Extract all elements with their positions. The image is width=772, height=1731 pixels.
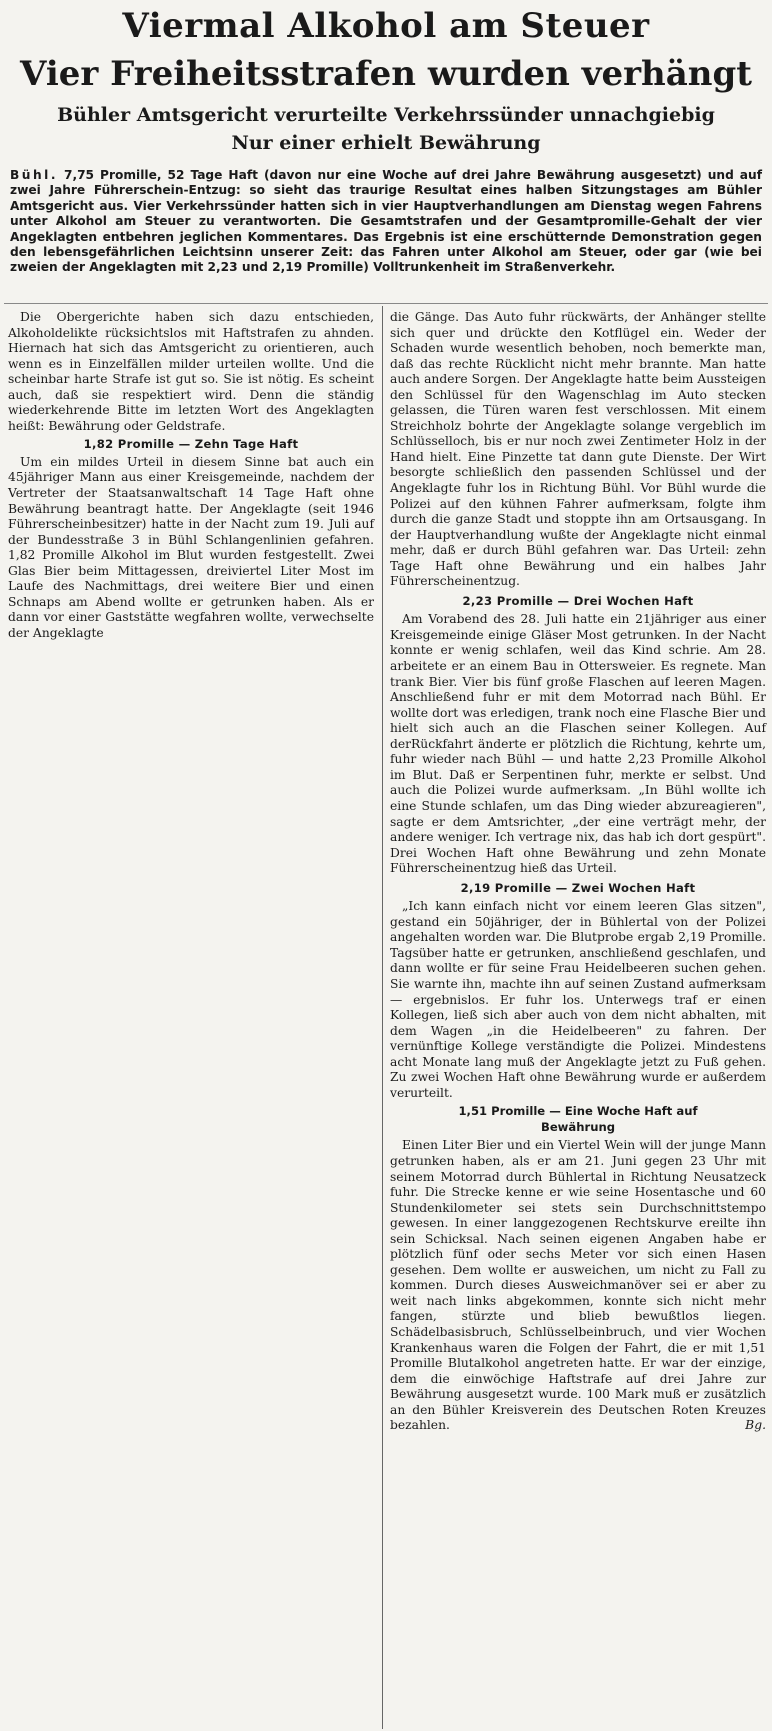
section-4-text: Einen Liter Bier und ein Viertel Wein will der junge Mann getrunken haben, als er am 21. Juni gegen 23 Uhr mit seinem Motorrad durch Bühlertal in Richtung Neusatzeck fuhr. Die Strecke kenne er wie seine Hosentasche und 60 Stundenkilometer sei stets sein Durchschnittstempo gewesen. In einer langgezogenen Rechtskurve ereilte ihn sein Schicksal. Nach seinen eigenen Angaben habe er plötzlich fünf oder sechs Meter vor sich einen Hasen gesehen. Dem wollte er ausweichen, um nicht zu Fall zu kommen. Durch dieses Ausweichmanöver sei er aber zu weit nach links abgekommen, konnte sich nicht mehr fangen, stürzte und blieb bewußtlos liegen. Schädelbasisbruch, Schlüsselbeinbruch, und vier Wochen Krankenhaus waren die Folgen der Fahrt, die er mit 1,51 Promille Blutalkohol angetreten hatte. Er war der einzige, dem die einwöchige Haftstrafe auf drei Jahre zur Bewährung ausgesetzt wurde. 100 Mark muß er zusätzlich an den Bühler Kreisverein des Deutschen Roten Kreuzes bezahlen.: [390, 1138, 766, 1433]
lead-text: 7,75 Promille, 52 Tage Haft (davon nur eine Woche auf drei Jahre Bewährung ausgesetzt) und auf zwei Jahre Führerschein-Entzug: so sieht das traurige Resultat eines halben Sitzungstages am Bühler Amtsgericht aus. Vier Verkehrssünder hatten sich in vier Hauptverhandlungen am Dienstag wegen Fahrens unter Alkohol am Steuer zu verantworten. Die Gesamtstrafen und der Gesamtpromille-Gehalt der vier Angeklagten entbehren jeglichen Kommentares. Das Ergebnis ist eine erschütternde Demonstration gegen den lebensgefährlichen Leichtsinn unserer Zeit: das Fahren unter Alkohol am Steuer, oder gar (wie bei zweien der Angeklagten mit 2,23 und 2,19 Promille) Volltrunkenheit im Straßenverkehr.: [10, 168, 762, 275]
headline-line-1: Viermal Alkohol am Steuer: [122, 6, 650, 46]
section-1-continued: die Gänge. Das Auto fuhr rückwärts, der Anhänger stellte sich quer und drückte den Kotflügel ein. Weder der Schaden wurde wesentlich behoben, noch bemerkte man, daß das rechte Rücklicht nicht mehr brannte. Man hatte auch andere Sorgen. Der Angeklagte hatte beim Aussteigen den Schlüssel für den Wagenschlag im Auto stecken gelassen, die Türen waren fest verschlossen. Mit einem Streichholz bohrte der Angeklagte solange vergeblich im Schlüsselloch, bis er nur noch zwei Zentimeter Holz in der Hand hielt. Eine Pinzette tat dann gute Dienste. Der Wirt besorgte schließlich den passenden Schlüssel und der Angeklagte fuhr los in Richtung Bühl. Vor Bühl wurde die Polizei auf den kühnen Fahrer aufmerksam, folgte ihm durch die ganze Stadt und stoppte ihn am Ortsausgang. In der Hauptverhandlung wußte der Angeklagte nicht einmal mehr, daß er durch Bühl gefahren war. Das Urteil: zehn Tage Haft ohne Bewährung und ein halbes Jahr Führerscheinentzug.: [390, 310, 766, 589]
subheadline-2: Nur einer erhielt Bewährung: [231, 132, 541, 154]
section-heading-4-cont: Bewährung: [540, 1119, 615, 1134]
column-divider-1: [382, 306, 383, 677]
column-right: [390, 310, 766, 1434]
dateline: Bühl.: [10, 168, 58, 182]
section-heading-2: 2,23 Promille — Drei Wochen Haft: [462, 593, 694, 608]
section-heading-1: 1,82 Promille — Zehn Tage Haft: [83, 437, 299, 452]
section-2-paragraph: Am Vorabend des 28. Juli hatte ein 21jähriger aus einer Kreisgemeinde einige Gläser Most getrunken. In der Nacht konnte er wenig schlafen, weil das Kind schrie. Am 28. arbeitete er an einem Bau in Ottersweier. Es regnete. Man trank Bier. Vier bis fünf große Flaschen auf leeren Magen. Anschließend fuhr er mit dem Motorrad nach Bühl. Er wollte dort was erledigen, trank noch eine Flasche Bier und hielt sich auch an die Flaschen seiner Kollegen. Auf derRückfahrt änderte er plötzlich die Richtung, kehrte um, fuhr wieder nach Bühl — und hatte 2,23 Promille Alkohol im Blut. Daß er Serpentinen fuhr, merkte er selbst. Und auch die Polizei wurde aufmerksam. „In Bühl wollte ich eine Stunde schlafen, um das Ding wieder abzureagieren", sagte er dem Amtsrichter, „der eine verträgt mehr, der andere weniger. Ich vertrage nix, das hab ich dort gespürt". Drei Wochen Haft ohne Bewährung und zehn Monate Führerscheinentzug hieß das Urteil.: [390, 612, 766, 876]
column-divider-2: [382, 677, 383, 1729]
section-1-paragraph: Um ein mildes Urteil in diesem Sinne bat auch ein 45jähriger Mann aus einer Kreisgemeinde, nachdem der Vertreter der Staatsanwaltschaft 14 Tage Haft ohne Bewährung beantragt hatte. Der Angeklagte (seit 1946 Führerscheinbesitzer) hatte in der Nacht zum 19. Juli auf der Bundesstraße 3 in Bühl Schlangenlinien gefahren. 1,82 Promille Alkohol im Blut wurden festgestellt. Zwei Glas Bier beim Mittagessen, dreiviertel Liter Most im Laufe des Nachmittags, drei weitere Bier und einen Schnaps am Abend wollte er getrunken haben. Als er dann vor einer Gaststätte wegfahren wollte, verwechselte der Angeklagte: [8, 454, 374, 640]
section-3-paragraph: „Ich kann einfach nicht vor einem leeren Glas sitzen", gestand ein 50jähriger, der in Bühlertal von der Polizei angehalten worden war. Die Blutprobe ergab 2,19 Promille. Tagsüber hatte er getrunken, anschließend geschlafen, und dann wollte er für seine Frau Heidelbeeren suchen gehen. Sie warnte ihn, machte ihn auf seinen Zustand aufmerksam — ergebnislos. Er fuhr los. Unterwegs traf er einen Kollegen, ließ sich aber auch von dem nicht abhalten, mit dem Wagen „in die Heidelbeeren" zu fahren. Der vernünftige Kollege verständigte die Polizei. Mindestens acht Monate lang muß der Angeklagte jetzt zu Fuß gehen. Zu zwei Wochen Haft ohne Bewährung wurde er außerdem verurteilt.: [390, 899, 766, 1100]
intro-paragraph: Die Obergerichte haben sich dazu entschieden, Alkoholdelikte rücksichtslos mit Haftstrafen zu ahnden. Hiernach hat sich das Amtsgericht zu orientieren, auch wenn es in Einzelfällen milder urteilen wollte. Und die scheinbar harte Strafe ist gut so. Sie ist nötig. Es scheint auch, daß sie respektiert wird. Denn die ständig wiederkehrende Bitte im letzten Wort des Angeklagten heißt: Bewährung oder Geldstrafe.: [8, 310, 374, 433]
column-left: [8, 310, 374, 641]
section-heading-3: 2,19 Promille — Zwei Wochen Haft: [460, 880, 696, 895]
section-4-paragraph: [390, 1138, 766, 1433]
lead-paragraph: [10, 168, 762, 276]
headline-line-2: Vier Freiheitsstrafen wurden verhängt: [20, 54, 752, 94]
section-heading-4: 1,51 Promille — Eine Woche Haft auf: [458, 1104, 698, 1119]
lead-divider: [4, 303, 768, 304]
subheadline-1: Bühler Amtsgericht verurteilte Verkehrssünder unnachgiebig: [57, 104, 715, 126]
author-signature: Bg.: [745, 1418, 766, 1433]
